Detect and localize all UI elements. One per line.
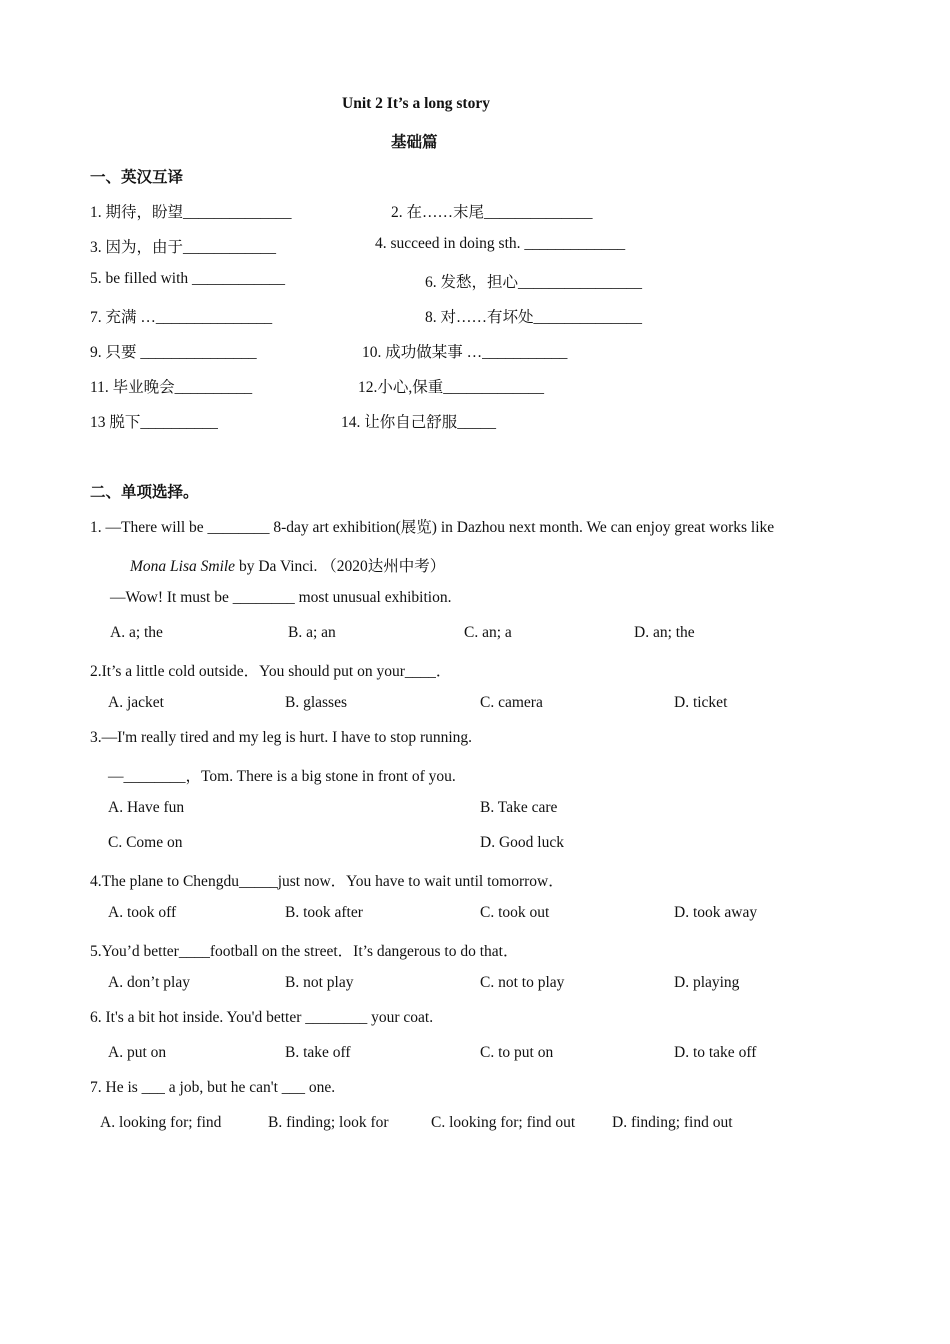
option-a: A. a; the bbox=[110, 624, 163, 641]
option-c: C. an; a bbox=[464, 624, 512, 641]
question-text: 2.It’s a little cold outside．You should put on your____． bbox=[90, 663, 452, 680]
option-d: D. finding; find out bbox=[612, 1114, 733, 1131]
translation-item: 10. 成功做某事 …___________ bbox=[362, 344, 568, 361]
section-heading-translation: 一、英汉互译 bbox=[90, 168, 184, 186]
artwork-title: Mona Lisa Smile bbox=[130, 558, 236, 575]
option-b: B. Take care bbox=[480, 799, 558, 816]
option-c: C. camera bbox=[480, 694, 543, 711]
option-c: C. Come on bbox=[108, 834, 183, 851]
option-d: D. took away bbox=[674, 904, 758, 921]
option-a: A. looking for; find bbox=[100, 1114, 222, 1131]
translation-item: 5. be filled with ____________ bbox=[90, 270, 286, 287]
option-c: C. took out bbox=[480, 904, 550, 921]
translation-item: 7. 充满 …_______________ bbox=[90, 309, 273, 326]
option-a: A. put on bbox=[108, 1044, 167, 1061]
option-c: C. to put on bbox=[480, 1044, 554, 1061]
option-a: A. took off bbox=[108, 904, 177, 921]
option-d: D. playing bbox=[674, 974, 740, 991]
translation-item: 1. 期待，盼望______________ bbox=[90, 204, 292, 221]
option-d: D. Good luck bbox=[480, 834, 564, 851]
translation-item: 2. 在……末尾______________ bbox=[391, 204, 593, 221]
question-text: 5.You’d better____football on the street．It’s dangerous to do that． bbox=[90, 943, 519, 960]
option-a: A. don’t play bbox=[108, 974, 190, 991]
option-b: B. took after bbox=[285, 904, 363, 921]
translation-item: 14. 让你自己舒服_____ bbox=[341, 414, 497, 431]
question-reply: —________，Tom. There is a big stone in front of you. bbox=[108, 768, 456, 785]
question-text-continued bbox=[130, 554, 445, 576]
translation-item: 9. 只要 _______________ bbox=[90, 344, 257, 361]
question-text: 4.The plane to Chengdu_____just now．You have to wait until tomorrow． bbox=[90, 873, 564, 890]
option-d: D. ticket bbox=[674, 694, 728, 711]
option-b: B. a; an bbox=[288, 624, 336, 641]
option-b: B. glasses bbox=[285, 694, 347, 711]
translation-item: 13 脱下__________ bbox=[90, 414, 218, 431]
question-source: by Da Vinci. （2020达州中考） bbox=[235, 558, 446, 575]
option-a: A. jacket bbox=[108, 694, 164, 711]
translation-item: 4. succeed in doing sth. _____________ bbox=[375, 235, 626, 252]
option-d: D. to take off bbox=[674, 1044, 757, 1061]
option-c: C. looking for; find out bbox=[431, 1114, 576, 1131]
translation-item: 8. 对……有坏处______________ bbox=[425, 309, 643, 326]
option-b: B. take off bbox=[285, 1044, 351, 1061]
option-c: C. not to play bbox=[480, 974, 565, 991]
section-heading-multiple-choice: 二、单项选择。 bbox=[90, 483, 199, 501]
question-reply: —Wow! It must be ________ most unusual exhibition. bbox=[110, 589, 452, 606]
translation-item: 6. 发愁，担心________________ bbox=[425, 274, 643, 291]
question-text: 1. —There will be ________ 8-day art exhibition(展览) in Dazhou next month. We can enjoy great works like bbox=[90, 519, 775, 536]
question-text: 6. It's a bit hot inside. You'd better ________ your coat. bbox=[90, 1009, 434, 1026]
page-title: Unit 2 It’s a long story bbox=[342, 95, 490, 112]
translation-item: 12.小心,保重_____________ bbox=[358, 379, 545, 396]
option-b: B. finding; look for bbox=[268, 1114, 389, 1131]
option-a: A. Have fun bbox=[108, 799, 185, 816]
translation-item: 11. 毕业晚会__________ bbox=[90, 379, 253, 396]
translation-item: 3. 因为，由于____________ bbox=[90, 239, 277, 256]
option-d: D. an; the bbox=[634, 624, 695, 641]
page-subtitle: 基础篇 bbox=[391, 133, 438, 151]
question-text: 3.—I'm really tired and my leg is hurt. I have to stop running. bbox=[90, 729, 473, 746]
option-b: B. not play bbox=[285, 974, 354, 991]
question-text: 7. He is ___ a job, but he can't ___ one. bbox=[90, 1079, 336, 1096]
